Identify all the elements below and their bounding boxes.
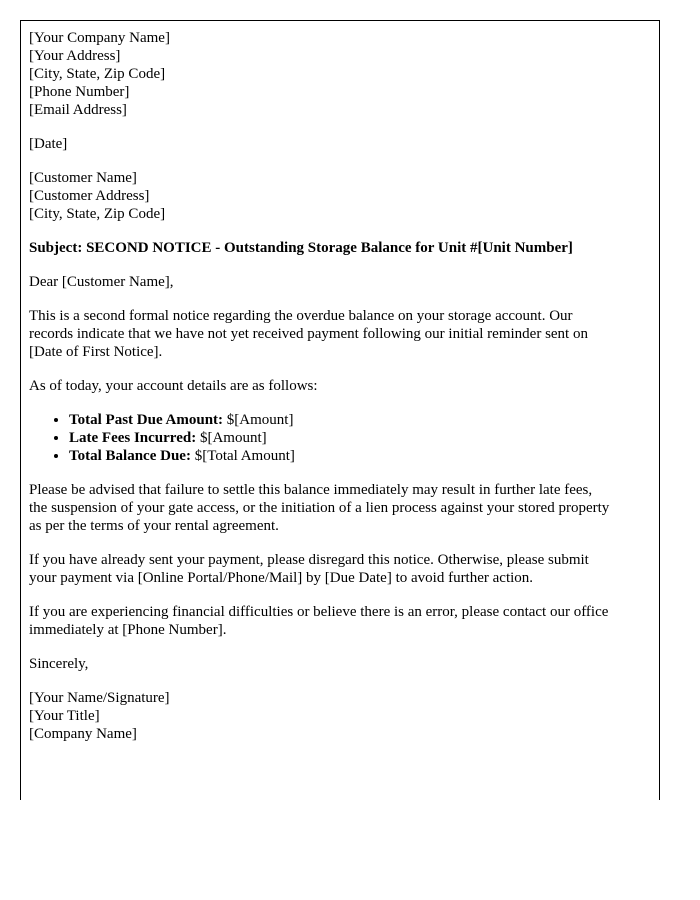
recipient-block — [29, 169, 614, 223]
letter-body — [29, 29, 614, 759]
signature-block — [29, 689, 614, 743]
closing: Sincerely, — [29, 656, 89, 672]
total-balance-value: $[Total Amount] — [190, 448, 295, 464]
recipient-address: [Customer Address] — [29, 188, 150, 204]
payment-paragraph: If you have already sent your payment, please disregard this notice. Otherwise, please submit your payment via [Online Portal/Phone/Mail] by [Due Date] to avoid further action. — [29, 552, 589, 586]
list-item — [69, 447, 614, 465]
recipient-city-state-zip: [City, State, Zip Code] — [29, 206, 166, 222]
intro-paragraph: This is a second formal notice regarding the overdue balance on your storage account. Our records indicate that we have not yet received payment following our initial reminder sent on [Date of First Notice]. — [29, 308, 588, 360]
account-details-list — [29, 411, 614, 465]
late-fees-value: $[Amount] — [196, 430, 267, 446]
signature-title: [Your Title] — [29, 708, 100, 724]
total-balance-label: Total Balance Due: — [69, 448, 191, 464]
sender-city-state-zip: [City, State, Zip Code] — [29, 66, 166, 82]
salutation: Dear [Customer Name], — [29, 274, 174, 290]
contact-paragraph: If you are experiencing financial difficulties or believe there is an error, please contact our office immediately at [Phone Number]. — [29, 604, 609, 638]
signature-name: [Your Name/Signature] — [29, 690, 170, 706]
list-item — [69, 411, 614, 429]
warning-paragraph: Please be advised that failure to settle this balance immediately may result in further late fees, the suspension of your gate access, or the initiation of a lien process against your stored property as per the terms of your rental agreement. — [29, 482, 610, 534]
late-fees-label: Late Fees Incurred: — [69, 430, 197, 446]
date-block — [29, 135, 614, 153]
letter-date: [Date] — [29, 136, 68, 152]
subject-line: Subject: SECOND NOTICE - Outstanding Storage Balance for Unit #[Unit Number] — [29, 240, 573, 256]
sender-email: [Email Address] — [29, 102, 127, 118]
sender-company-name: [Your Company Name] — [29, 30, 170, 46]
signature-company: [Company Name] — [29, 726, 137, 742]
past-due-label: Total Past Due Amount: — [69, 412, 224, 428]
sender-address: [Your Address] — [29, 48, 121, 64]
recipient-name: [Customer Name] — [29, 170, 137, 186]
sender-block — [29, 29, 614, 119]
past-due-value: $[Amount] — [223, 412, 294, 428]
sender-phone: [Phone Number] — [29, 84, 130, 100]
list-item — [69, 429, 614, 447]
details-lead-paragraph: As of today, your account details are as follows: — [29, 378, 318, 394]
